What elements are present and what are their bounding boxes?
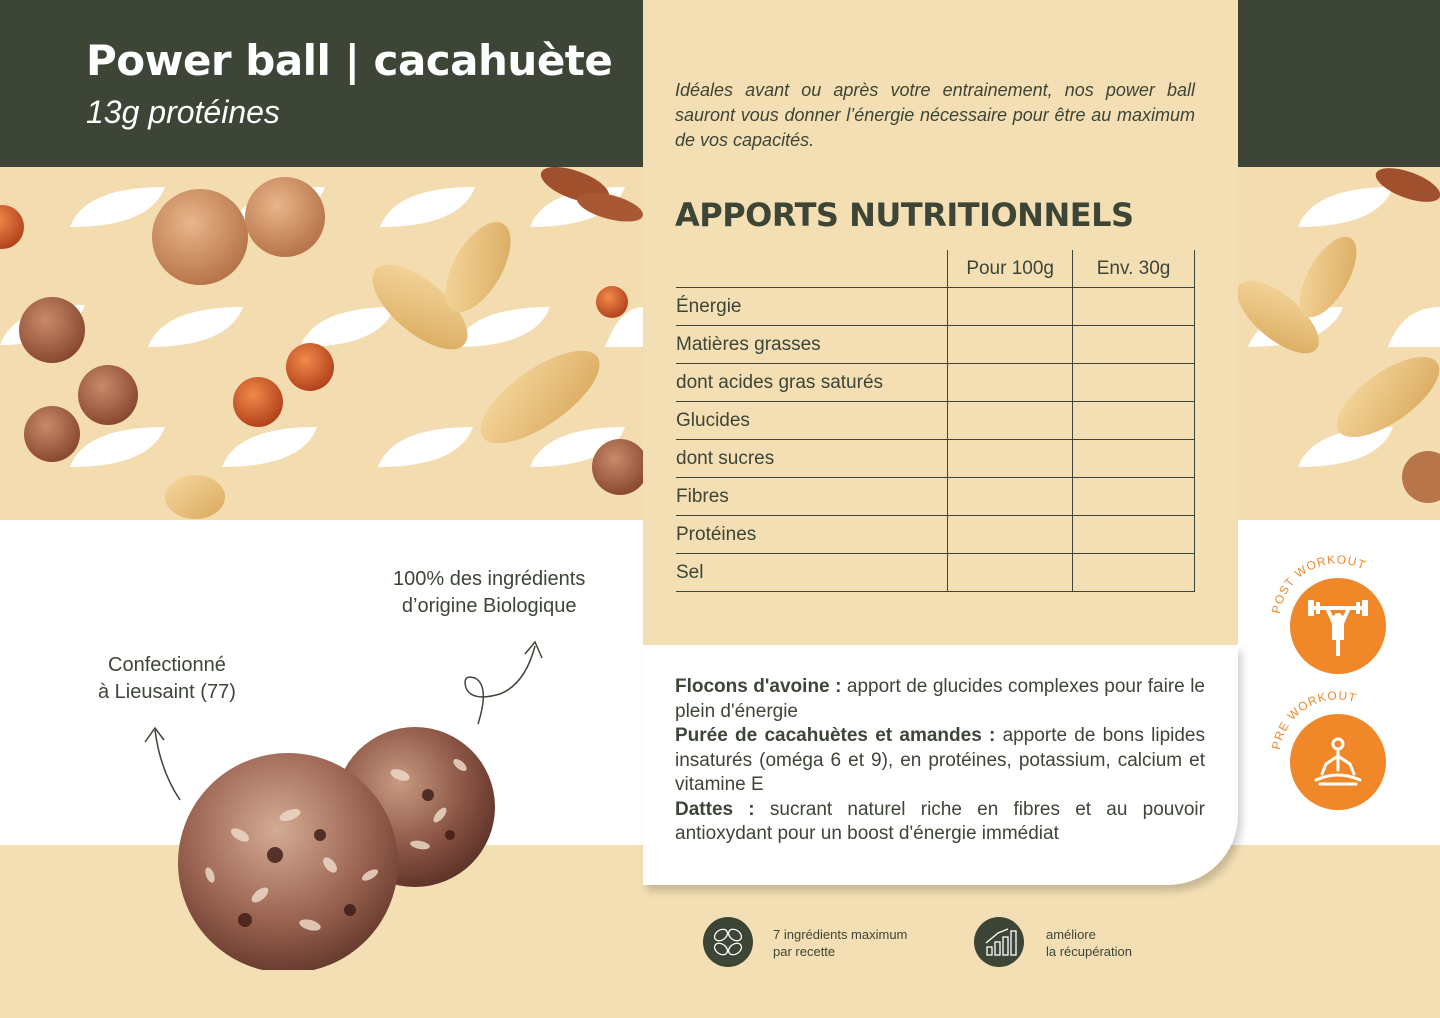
- pre-workout-badge: [1290, 714, 1386, 810]
- col-header-30g: Env. 30g: [1073, 250, 1195, 288]
- arrow-curl-up-icon: [460, 636, 550, 731]
- cell-100g: [948, 516, 1073, 554]
- nuts-photo-right: [1238, 167, 1440, 520]
- table-row: [676, 516, 1195, 554]
- energy-balls-photo: [170, 725, 500, 970]
- nutrition-title: APPORTS NUTRITIONNELS: [675, 196, 1134, 234]
- feature-ingredients-line2: par recette: [773, 944, 836, 959]
- table-row: [676, 288, 1195, 326]
- feature-recovery-line1: améliore: [1046, 927, 1096, 942]
- product-subtitle: 13g protéines: [86, 94, 280, 130]
- row-label: Fibres: [676, 478, 948, 516]
- ingredient-name: Dattes :: [675, 798, 755, 820]
- cell-100g: [948, 554, 1073, 592]
- table-row: [676, 402, 1195, 440]
- feature-recovery-line2: la récupération: [1046, 944, 1132, 959]
- made-caption-line1: Confectionné: [108, 654, 226, 676]
- cell-100g: [948, 402, 1073, 440]
- row-label: Sel: [676, 554, 948, 592]
- product-title: Power ball | cacahuète: [86, 36, 613, 85]
- cell-30g: [1073, 364, 1195, 402]
- leaves-icon: [703, 917, 753, 967]
- feature-ingredients: [773, 926, 907, 960]
- feature-recovery: [1046, 926, 1132, 960]
- cell-100g: [948, 440, 1073, 478]
- intro-text: Idéales avant ou après votre entrainement, nos power ball sauront vous donner l’énergie nécessaire pour être au maximum de vos capacités.: [675, 80, 1195, 150]
- ingredient-name: Purée de cacahuètes et amandes :: [675, 725, 996, 746]
- ingredient-name: Flocons d'avoine :: [675, 676, 842, 697]
- feature-ingredients-line1: 7 ingrédients maximum: [773, 927, 908, 942]
- ingredient-desc: apport de glucides complexes pour faire le plein d'énergie: [675, 676, 1205, 722]
- cell-30g: [1073, 478, 1195, 516]
- table-row: [676, 326, 1195, 364]
- row-label: Énergie: [676, 288, 948, 326]
- made-caption-line2: à Lieusaint (77): [98, 681, 236, 703]
- meditation-icon: [1290, 714, 1386, 810]
- cell-30g: [1073, 288, 1195, 326]
- cell-100g: [948, 326, 1073, 364]
- cell-30g: [1073, 440, 1195, 478]
- ingredients-text: [675, 675, 1205, 847]
- post-workout-label: POST WORKOUT: [1269, 552, 1369, 615]
- growth-chart-icon: [974, 917, 1024, 967]
- nuts-photo-left: [0, 167, 643, 520]
- post-workout-badge: [1290, 578, 1386, 674]
- cell-30g: [1073, 516, 1195, 554]
- cell-100g: [948, 288, 1073, 326]
- row-label: Matières grasses: [676, 326, 948, 364]
- cell-30g: [1073, 326, 1195, 364]
- table-row: [676, 364, 1195, 402]
- row-label: dont sucres: [676, 440, 948, 478]
- cell-30g: [1073, 402, 1195, 440]
- table-row: [676, 554, 1195, 592]
- weightlifting-icon: [1290, 578, 1386, 674]
- bio-caption-line2: d’origine Biologique: [401, 595, 577, 617]
- bio-caption: [393, 566, 585, 620]
- table-header-empty: [676, 250, 948, 288]
- cell-100g: [948, 478, 1073, 516]
- made-caption: [98, 652, 236, 706]
- ingredient-desc: sucrant naturel riche en fibres et au pouvoir antioxydant pour un boost d'énergie immédiat: [675, 798, 1205, 844]
- cell-30g: [1073, 554, 1195, 592]
- row-label: Glucides: [676, 402, 948, 440]
- table-header-row: [676, 250, 1195, 288]
- cell-100g: [948, 364, 1073, 402]
- row-label: dont acides gras saturés: [676, 364, 948, 402]
- table-row: [676, 478, 1195, 516]
- nutrition-table: [676, 250, 1195, 592]
- bio-caption-line1: 100% des ingrédients: [393, 568, 586, 590]
- ingredient-desc: apporte de bons lipides insaturés (oméga 6 et 9), en protéines, potassium, calcium et vitamine E: [675, 725, 1205, 795]
- col-header-100g: Pour 100g: [948, 250, 1073, 288]
- row-label: Protéines: [676, 516, 948, 554]
- table-row: [676, 440, 1195, 478]
- pre-workout-label: PRE WORKOUT: [1269, 688, 1359, 751]
